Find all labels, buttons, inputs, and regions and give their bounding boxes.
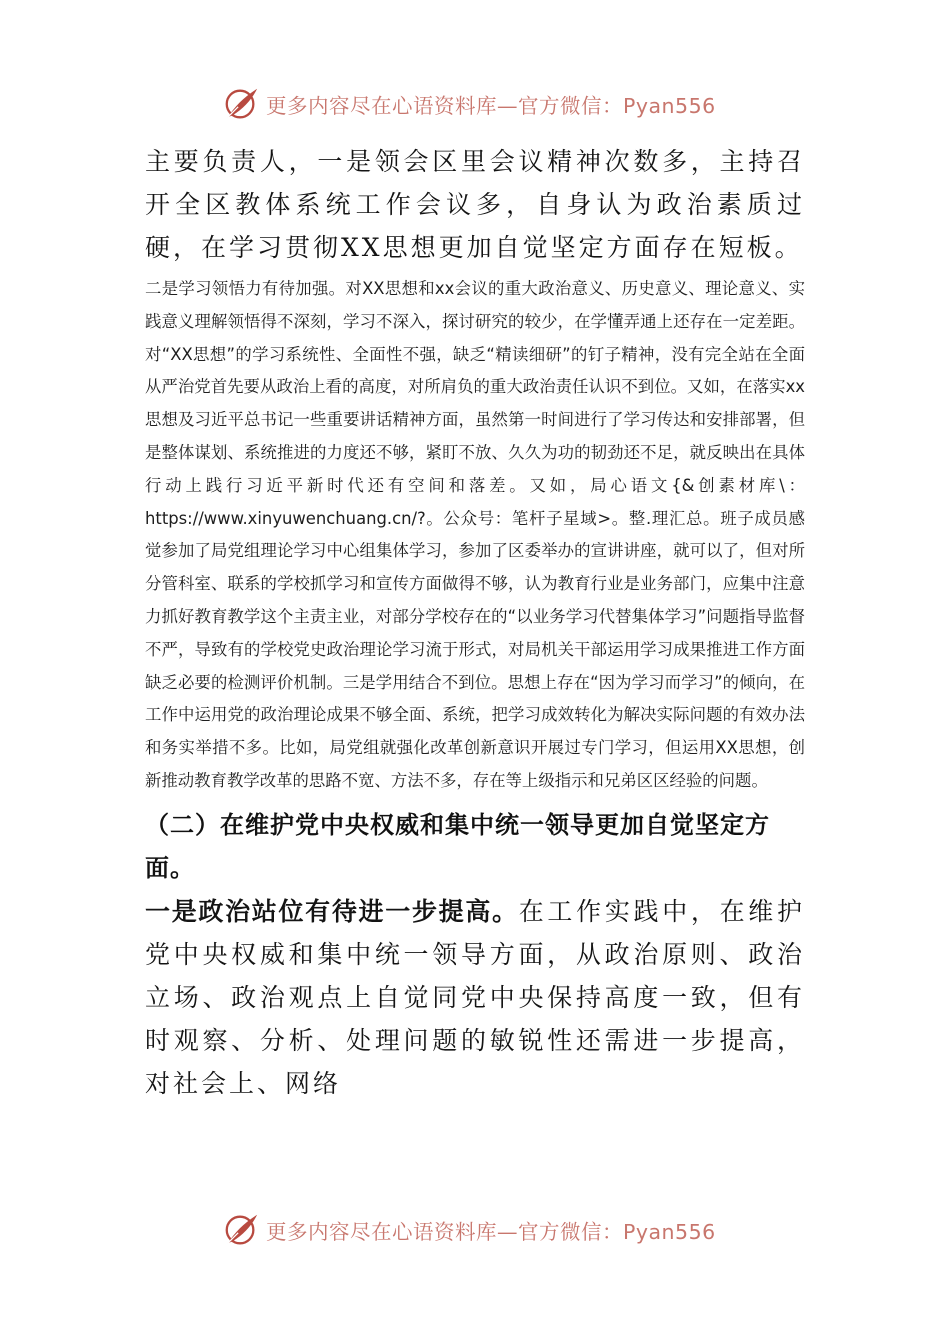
header-watermark-banner — [222, 84, 742, 124]
paragraph-body: 在工作实践中，在维护党中央权威和集中统一领导方面，从政治原则、政治立场、政治观点上自觉同党中央保持高度一致，但有时观察、分析、处理问题的敏锐性还需进一步提高，对社会上、网络 — [145, 896, 805, 1098]
footer-watermark-banner — [222, 1210, 742, 1250]
document-body — [145, 140, 805, 1105]
paragraph-lead-bold: 一是政治站位有待进一步提高。 — [145, 896, 519, 926]
paragraph-responsible-person: 主要负责人，一是领会区里会议精神次数多，主持召开全区教体系统工作会议多，自身认为政治素质过硬，在学习贯彻XX思想更加自觉坚定方面存在短板。 — [145, 147, 805, 262]
paragraph-political-stance — [145, 890, 805, 1105]
section-heading-2: （二）在维护党中央权威和集中统一领导更加自觉坚定方面。 — [145, 810, 770, 882]
paragraph-learning-comprehension: 二是学习领悟力有待加强。对XX思想和xx会议的重大政治意义、历史意义、理论意义、实践意义理解领悟得不深刻，学习不深入，探讨研究的较少，在学懂弄通上还存在一定差距。对“XX思想”的学习系统性、全面性不强，缺乏“精读细研”的钉子精神，没有完全站在全面从严治党首先要从政治上看的高度，对所肩负的重大政治责任认识不到位。又如，在落实xx思想及习近平总书记一些重要讲话精神方面，虽然第一时间进行了学习传达和安排部署，但是整体谋划、系统推进的力度还不够，紧盯不放、久久为功的韧劲还不足，就反映出在具体行动上践行习近平新时代还有空间和落差。又如，局心语文{&创素材库\：https://www.xinyuwenchuang.cn/?。公众号：笔杆子星域>。整.理汇总。班子成员感觉参加了局党组理论学习中心组集体学习，参加了区委举办的宣讲讲座，就可以了，但对所分管科室、联系的学校抓学习和宣传方面做得不够，认为教育行业是业务部门，应集中注意力抓好教育教学这个主责主业，对部分学校存在的“以业务学习代替集体学习”问题指导监督不严，导致有的学校党史政治理论学习流于形式，对局机关干部运用学习成果推进工作方面缺乏必要的检测评价机制。三是学用结合不到位。思想上存在“因为学习而学习”的倾向，在工作中运用党的政治理论成果不够全面、系统，把学习成效转化为解决实际问题的有效办法和务实举措不多。比如，局党组就强化改革创新意识开展过专门学习，但运用XX思想，创新推动教育教学改革的思路不宽、方法不多，存在等上级指示和兄弟区区经验的问题。 — [145, 279, 805, 790]
quill-pen-logo-icon — [222, 1211, 260, 1249]
banner-text: 更多内容尽在心语资料库—官方微信：Pyan556 — [266, 94, 716, 118]
quill-pen-logo-icon — [222, 85, 260, 123]
banner-text: 更多内容尽在心语资料库—官方微信：Pyan556 — [266, 1220, 716, 1244]
